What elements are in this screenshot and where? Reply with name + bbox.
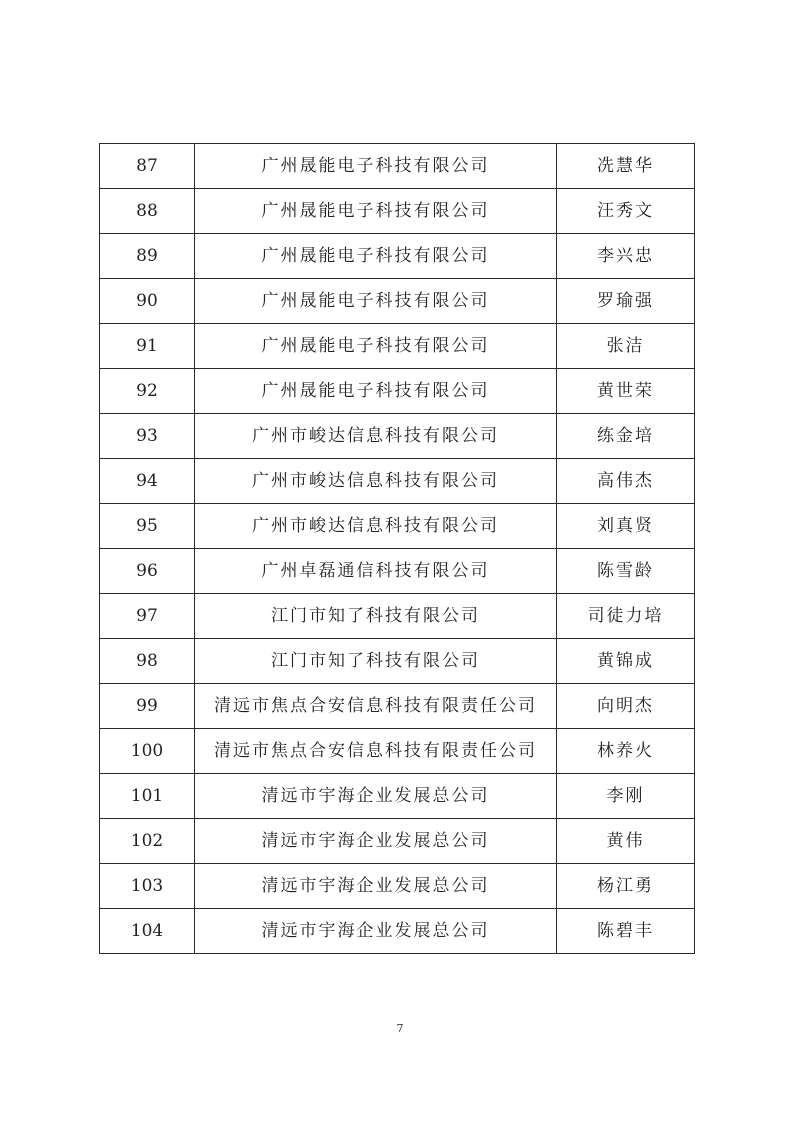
table-row [100, 819, 695, 864]
company-cell: 江门市知了科技有限公司 [195, 639, 557, 684]
roster-table [99, 143, 695, 954]
row-number-cell: 98 [100, 639, 195, 684]
row-number-cell: 95 [100, 504, 195, 549]
person-name-cell: 李刚 [557, 774, 695, 819]
row-number-cell: 97 [100, 594, 195, 639]
company-cell: 清远市焦点合安信息科技有限责任公司 [195, 729, 557, 774]
table-row [100, 279, 695, 324]
table-row [100, 639, 695, 684]
company-cell: 广州晟能电子科技有限公司 [195, 279, 557, 324]
company-cell: 广州晟能电子科技有限公司 [195, 189, 557, 234]
person-name-cell: 李兴忠 [557, 234, 695, 279]
table-row [100, 189, 695, 234]
person-name-cell: 刘真贤 [557, 504, 695, 549]
person-name-cell: 黄世荣 [557, 369, 695, 414]
person-name-cell: 林养火 [557, 729, 695, 774]
person-name-cell: 黄锦成 [557, 639, 695, 684]
table-row [100, 459, 695, 504]
row-number-cell: 87 [100, 144, 195, 189]
page-number: 7 [396, 1022, 404, 1035]
row-number-cell: 89 [100, 234, 195, 279]
company-cell: 广州晟能电子科技有限公司 [195, 234, 557, 279]
row-number-cell: 91 [100, 324, 195, 369]
table-row [100, 144, 695, 189]
company-cell: 广州晟能电子科技有限公司 [195, 324, 557, 369]
table-row [100, 504, 695, 549]
row-number-cell: 100 [100, 729, 195, 774]
row-number-cell: 101 [100, 774, 195, 819]
row-number-cell: 96 [100, 549, 195, 594]
row-number-cell: 102 [100, 819, 195, 864]
roster-table-body [100, 144, 695, 954]
person-name-cell: 陈雪龄 [557, 549, 695, 594]
row-number-cell: 99 [100, 684, 195, 729]
row-number-cell: 94 [100, 459, 195, 504]
table-row [100, 684, 695, 729]
table-row [100, 594, 695, 639]
row-number-cell: 88 [100, 189, 195, 234]
person-name-cell: 司徒力培 [557, 594, 695, 639]
company-cell: 广州市峻达信息科技有限公司 [195, 414, 557, 459]
person-name-cell: 黄伟 [557, 819, 695, 864]
company-cell: 清远市宇海企业发展总公司 [195, 819, 557, 864]
company-cell: 广州市峻达信息科技有限公司 [195, 459, 557, 504]
table-row [100, 729, 695, 774]
company-cell: 清远市宇海企业发展总公司 [195, 909, 557, 954]
company-cell: 清远市焦点合安信息科技有限责任公司 [195, 684, 557, 729]
company-cell: 广州晟能电子科技有限公司 [195, 369, 557, 414]
company-cell: 广州晟能电子科技有限公司 [195, 144, 557, 189]
table-row [100, 549, 695, 594]
row-number-cell: 90 [100, 279, 195, 324]
table-row [100, 324, 695, 369]
table-row [100, 369, 695, 414]
company-cell: 江门市知了科技有限公司 [195, 594, 557, 639]
table-row [100, 864, 695, 909]
company-cell: 广州卓磊通信科技有限公司 [195, 549, 557, 594]
person-name-cell: 汪秀文 [557, 189, 695, 234]
person-name-cell: 张洁 [557, 324, 695, 369]
table-row [100, 414, 695, 459]
person-name-cell: 罗瑜强 [557, 279, 695, 324]
company-cell: 清远市宇海企业发展总公司 [195, 864, 557, 909]
table-row [100, 774, 695, 819]
row-number-cell: 93 [100, 414, 195, 459]
company-cell: 广州市峻达信息科技有限公司 [195, 504, 557, 549]
row-number-cell: 103 [100, 864, 195, 909]
person-name-cell: 冼慧华 [557, 144, 695, 189]
person-name-cell: 陈碧丰 [557, 909, 695, 954]
person-name-cell: 杨江勇 [557, 864, 695, 909]
company-cell: 清远市宇海企业发展总公司 [195, 774, 557, 819]
row-number-cell: 92 [100, 369, 195, 414]
row-number-cell: 104 [100, 909, 195, 954]
person-name-cell: 练金培 [557, 414, 695, 459]
person-name-cell: 高伟杰 [557, 459, 695, 504]
table-row [100, 909, 695, 954]
table-row [100, 234, 695, 279]
person-name-cell: 向明杰 [557, 684, 695, 729]
